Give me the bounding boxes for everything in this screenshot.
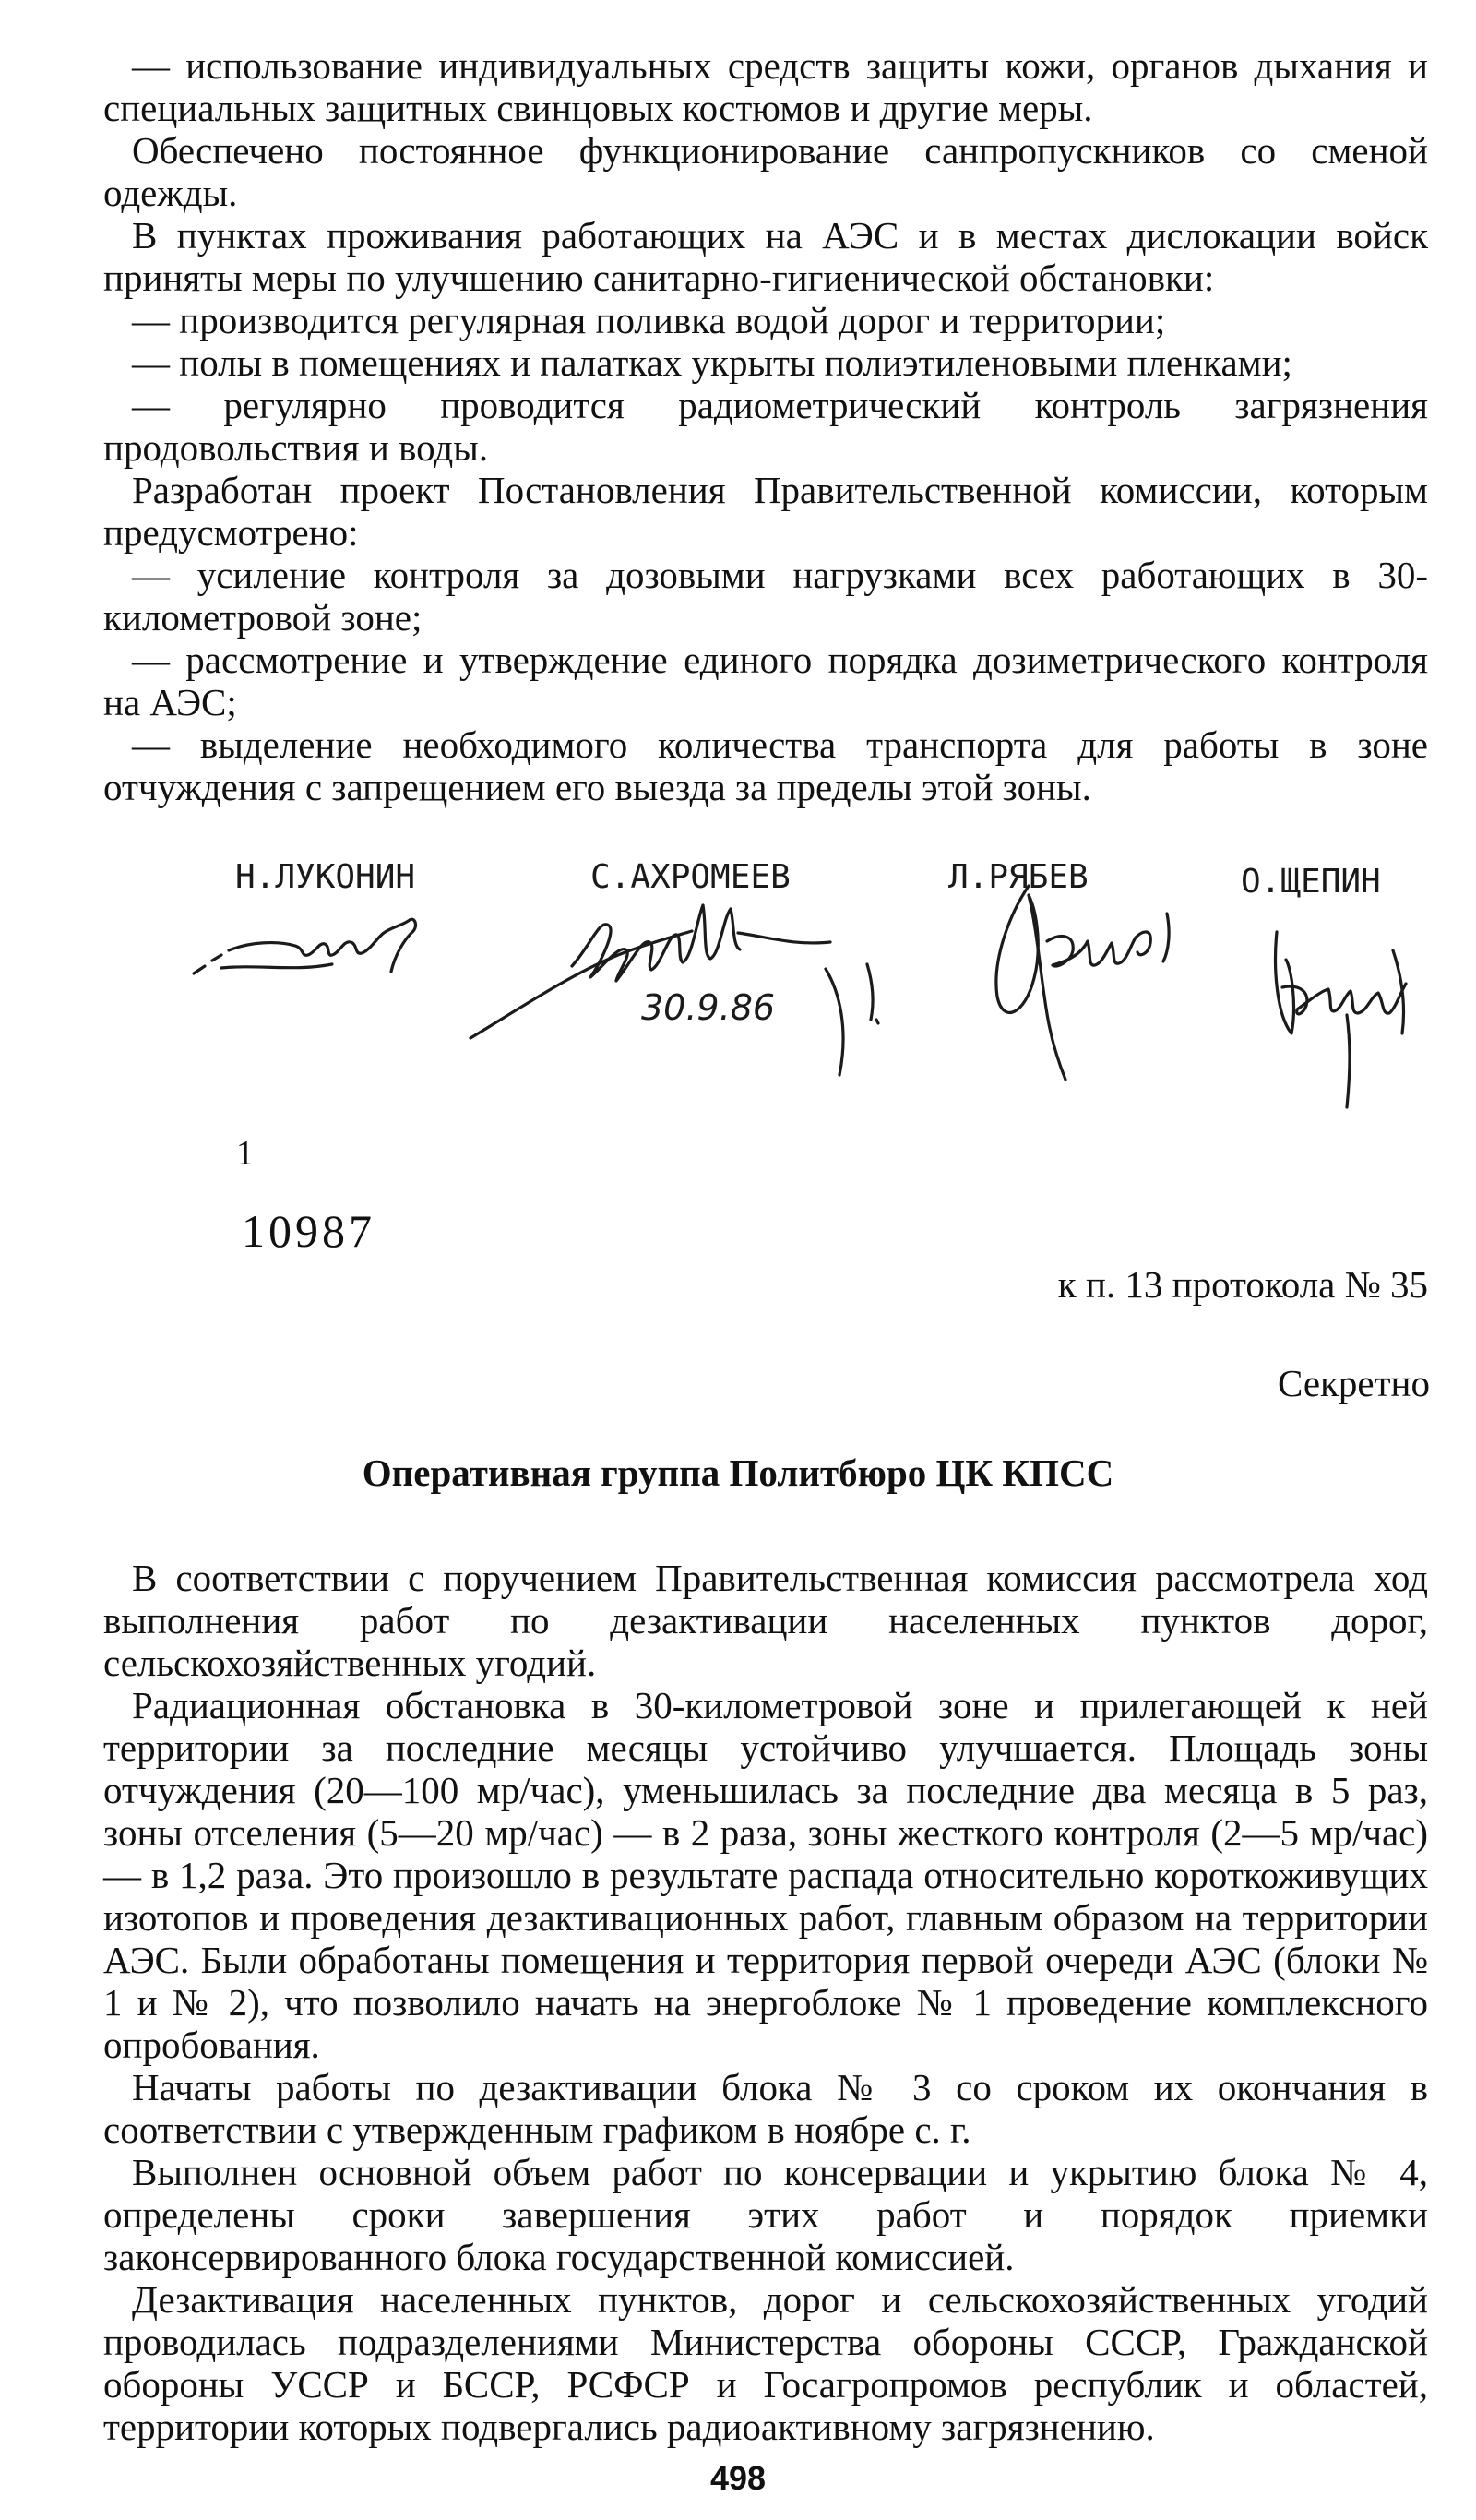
paragraph: Выполнен основной объем работ по консервации и укрытию блока № 4, определены сроки завершения этих работ и порядок приемки законсервированного блока государственной комиссией. bbox=[103, 2151, 1428, 2278]
paragraph: В пунктах проживания работающих на АЭС и в местах дислокации войск приняты меры по улучшению санитарно-гигиенической обстановки: bbox=[103, 214, 1428, 299]
paragraph: — использование индивидуальных средств защиты кожи, органов дыхания и специальных защитных свинцовых костюмов и другие меры. bbox=[103, 44, 1428, 129]
top-text-block bbox=[103, 44, 1428, 808]
paragraph: Начаты работы по дезактивации блока № 3 со сроком их окончания в соответствии с утвержденным графиком в ноябре с. г. bbox=[103, 2066, 1428, 2151]
margin-mark: 1 bbox=[236, 1134, 254, 1173]
paragraph: — регулярно проводится радиометрический контроль загрязнения продовольствия и воды. bbox=[103, 384, 1428, 469]
signature-ryabev bbox=[973, 877, 1195, 1089]
paragraph: Обеспечено постоянное функционирование санпропускников со сменой одежды. bbox=[103, 129, 1428, 214]
paragraph: — полы в помещениях и палатках укрыты полиэтиленовыми пленками; bbox=[132, 341, 1292, 384]
signatory-name-lukonin: Н.ЛУКОНИН bbox=[235, 858, 416, 896]
handwritten-date: 30.9.86 bbox=[641, 987, 776, 1028]
signatory-name-akhromeev: С.АХРОМЕЕВ bbox=[590, 858, 791, 896]
signature-shchepin bbox=[1255, 914, 1458, 1117]
document-heading: Оперативная группа Политбюро ЦК КПСС bbox=[362, 1451, 1114, 1494]
signature-lukonin bbox=[184, 900, 434, 1001]
paragraph: — производится регулярная поливка водой дорог и территории; bbox=[132, 299, 1166, 341]
body-text-block bbox=[103, 1557, 1428, 2448]
paragraph: Разработан проект Постановления Правительственной комиссии, которым предусмотрено: bbox=[103, 469, 1428, 554]
signatory-name-shchepin: О.ЩЕПИН bbox=[1241, 863, 1381, 901]
paragraph: — усиление контроля за дозовыми нагрузками всех работающих в 30-километровой зоне; bbox=[103, 554, 1428, 639]
protocol-reference: к п. 13 протокола № 35 bbox=[1057, 1263, 1428, 1306]
document-number: 10987 bbox=[242, 1205, 375, 1257]
page-number: 498 bbox=[709, 2459, 767, 2497]
paragraph: Радиационная обстановка в 30-километровой зоне и прилегающей к ней территории за последние месяцы устойчиво улучшается. Площадь зоны отчуждения (20—100 мр/час), уменьшилась за последние два месяца в 5 раз, зоны отселения (5—20 мр/час) — в 2 раза, зоны жесткого контроля (2—5 мр/час) — в 1,2 раза. Это произошло в результате распада относительно короткоживущих изотопов и проведения дезактивационных работ, главным образом на территории АЭС. Были обработаны помещения и территория первой очереди АЭС (блоки № 1 и № 2), что позволило начать на энергоблоке № 1 проведение комплексного опробования. bbox=[103, 1684, 1428, 2066]
classification-label: Секретно bbox=[1277, 1362, 1430, 1404]
paragraph: В соответствии с поручением Правительственная комиссия рассмотрела ход выполнения работ по дезактивации населенных пунктов дорог, сельскохозяйственных угодий. bbox=[103, 1557, 1428, 1684]
paragraph: — выделение необходимого количества транспорта для работы в зоне отчуждения с запрещением его выезда за пределы этой зоны. bbox=[103, 723, 1428, 808]
signatory-name-ryabev: Л.РЯБЕВ bbox=[948, 858, 1089, 896]
signature-akhromeev bbox=[461, 881, 904, 1093]
paragraph: Дезактивация населенных пунктов, дорог и сельскохозяйственных угодий проводилась подразделениями Министерства обороны СССР, Гражданской обороны УССР и БССР, РСФСР и Госагропромов республик и областей, территории которых подвергались радиоактивному загрязнению. bbox=[103, 2278, 1428, 2448]
paragraph: — рассмотрение и утверждение единого порядка дозиметрического контроля на АЭС; bbox=[103, 639, 1428, 723]
